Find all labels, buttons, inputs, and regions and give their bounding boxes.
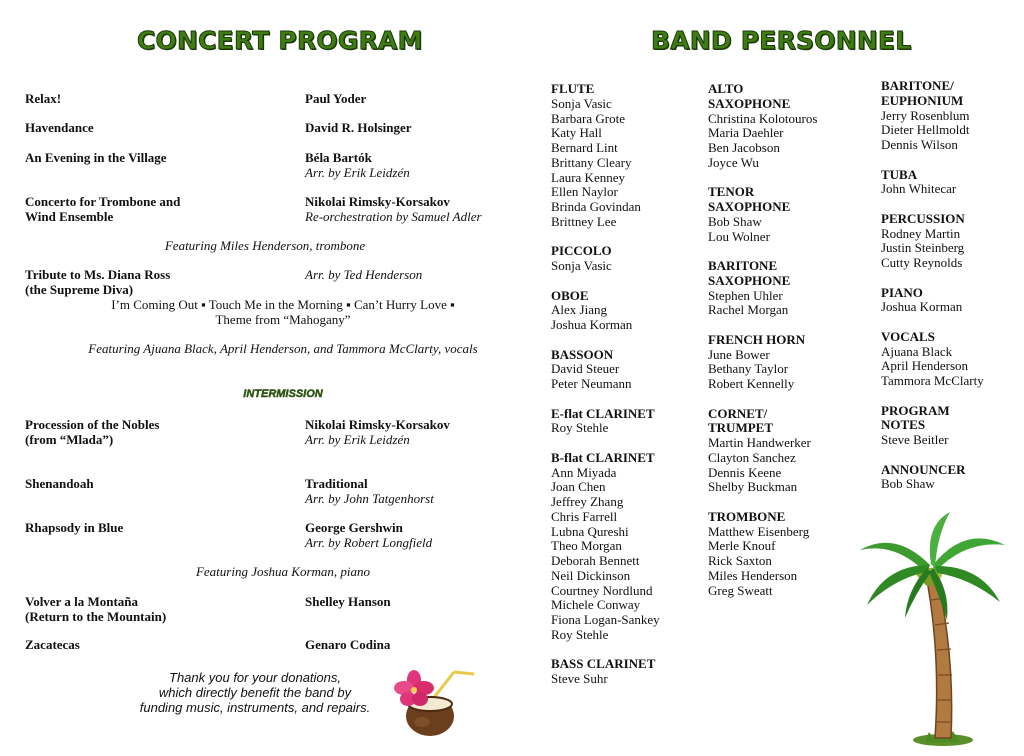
member: Matthew Eisenberg (708, 523, 810, 539)
member: Theo Morgan (551, 538, 622, 554)
member: Lubna Qureshi (551, 523, 629, 539)
program-title: Havendance (25, 120, 94, 135)
section (551, 451, 660, 643)
section-title: CORNET/ (708, 405, 768, 421)
section (551, 244, 660, 274)
featuring-note: Featuring Ajuana Black, April Henderson, and Tammora McClarty, vocals (88, 341, 478, 356)
member: Merle Knouf (708, 538, 776, 554)
section (881, 286, 984, 316)
intermission-label: INTERMISSION (243, 388, 323, 400)
section-title: SAXOPHONE (708, 95, 791, 111)
member: Rachel Morgan (708, 302, 789, 318)
member: Sonja Vasic (551, 95, 612, 111)
member: Chris Farrell (551, 508, 618, 524)
section (708, 259, 817, 318)
section (708, 407, 817, 496)
member: Shelby Buckman (708, 479, 798, 495)
section-title: SAXOPHONE (708, 272, 791, 288)
member: Peter Neumann (551, 376, 632, 391)
member: Michele Conway (551, 597, 641, 613)
personnel-column-1 (551, 82, 660, 702)
section-title: BASSOON (551, 346, 614, 362)
member: Steve Suhr (551, 671, 608, 686)
medley-list: I’m Coming Out ▪ Touch Me in the Morning ▪ Can’t Hurry Love ▪ (111, 297, 455, 312)
section-title: FRENCH HORN (708, 331, 806, 347)
section-title: ANNOUNCER (881, 461, 966, 477)
program-title: Rhapsody in Blue (25, 520, 124, 535)
member: Brittney Lee (551, 213, 617, 229)
member: Lou Wolner (708, 228, 770, 244)
section-title: B-flat CLARINET (551, 449, 655, 465)
member: David Steuer (551, 361, 620, 377)
member: Ann Miyada (551, 464, 617, 480)
section (708, 82, 817, 171)
program-composer: David R. Holsinger (305, 120, 412, 135)
thank-you-note (105, 670, 405, 715)
program-title: Procession of the Nobles (25, 417, 160, 432)
program-composer: Nikolai Rimsky-Korsakov (305, 417, 450, 432)
program-composer: George Gershwin (305, 520, 403, 535)
program-arranger: Arr. by John Tatgenhorst (305, 491, 434, 506)
program-title: Volver a la Montaña (25, 594, 139, 609)
program-composer: Traditional (305, 476, 368, 491)
member: Clayton Sanchez (708, 449, 796, 465)
member: Tammora McClarty (881, 373, 984, 388)
program-title: An Evening in the Village (25, 150, 167, 165)
thank-you-line: Thank you for your donations, (169, 670, 341, 685)
program-title: Concerto for Trombone and (25, 194, 181, 209)
program-title: Tribute to Ms. Diana Ross (25, 267, 171, 282)
member: Ajuana Black (881, 343, 953, 359)
member: Cutty Reynolds (881, 255, 963, 270)
member: Miles Henderson (708, 567, 798, 583)
program-arranger: Arr. by Erik Leidzén (305, 165, 410, 180)
member: Justin Steinberg (881, 240, 965, 256)
section-title: OBOE (551, 287, 589, 303)
personnel-column-3 (881, 79, 984, 507)
section-title: BARITONE (708, 258, 778, 273)
section-title: TRUMPET (708, 420, 773, 436)
section-title: SAXOPHONE (708, 199, 791, 214)
member: Barbara Grote (551, 110, 625, 126)
program-title: (the Supreme Diva) (25, 282, 134, 297)
personnel-column-2 (708, 82, 817, 613)
member: Fiona Logan-Sankey (551, 612, 660, 627)
member: Martin Handwerker (708, 435, 811, 450)
thank-you-line: which directly benefit the band by (158, 685, 352, 700)
section-title: FLUTE (551, 81, 595, 96)
medley-list: Theme from “Mahogany” (215, 312, 351, 327)
member: Roy Stehle (551, 420, 609, 436)
member: Robert Kennelly (708, 376, 795, 391)
section-title: EUPHONIUM (881, 92, 964, 108)
section (551, 407, 660, 437)
section-title: TROMBONE (708, 508, 786, 524)
coconut-drink-icon (392, 668, 482, 738)
program-title: Relax! (25, 91, 62, 106)
section-title: PROGRAM (881, 402, 950, 418)
program-composer: Shelley Hanson (305, 594, 391, 609)
member: Courtney Nordlund (551, 582, 653, 598)
section-title: TUBA (881, 166, 918, 182)
program-title: Zacatecas (25, 637, 80, 652)
section-title: BARITONE/ (881, 78, 954, 93)
member: Stephen Uhler (708, 287, 783, 303)
band-personnel-heading: BAND PERSONNEL (651, 26, 912, 55)
section (881, 168, 984, 198)
section (551, 82, 660, 230)
section-title: PERCUSSION (881, 210, 965, 226)
featuring-note: Featuring Miles Henderson, trombone (164, 238, 366, 253)
member: Deborah Bennett (551, 553, 640, 568)
section-title: NOTES (881, 417, 926, 433)
section (708, 333, 817, 392)
section (881, 330, 984, 389)
member: John Whitecar (881, 181, 957, 197)
member: Brittany Cleary (551, 154, 632, 170)
program-arranger: Re-orchestration by Samuel Adler (305, 209, 482, 224)
member: Dennis Keene (708, 464, 782, 480)
section-title: E-flat CLARINET (551, 405, 655, 421)
section-title: PICCOLO (551, 243, 612, 259)
section (708, 185, 817, 244)
member: Katy Hall (551, 125, 602, 141)
section (551, 348, 660, 392)
palm-tree-icon (855, 510, 1010, 750)
member: Brinda Govindan (551, 199, 641, 214)
section (881, 463, 984, 493)
section (881, 212, 984, 271)
member: Ben Jacobson (708, 140, 780, 155)
program-composer: Béla Bartók (305, 150, 372, 165)
program-composer: Nikolai Rimsky-Korsakov (305, 194, 450, 209)
thank-you-line: funding music, instruments, and repairs. (139, 700, 371, 715)
member: Laura Kenney (551, 169, 625, 185)
program-title: (Return to the Mountain) (25, 609, 167, 624)
member: Greg Sweatt (708, 582, 773, 598)
section-title: VOCALS (881, 328, 935, 344)
section (551, 289, 660, 333)
member: Bob Shaw (708, 213, 762, 229)
member: Rodney Martin (881, 225, 961, 241)
member: Christina Kolotouros (708, 110, 818, 126)
member: Roy Stehle (551, 626, 609, 642)
member: Ellen Naylor (551, 184, 618, 200)
member: Bethany Taylor (708, 361, 789, 377)
section-title: BASS CLARINET (551, 656, 656, 672)
member: Neil Dickinson (551, 567, 631, 583)
program-composer: Genaro Codina (305, 637, 391, 652)
member: Joshua Korman (881, 299, 963, 315)
member: Sonja Vasic (551, 258, 612, 273)
section-title: PIANO (881, 284, 923, 300)
concert-program-heading: CONCERT PROGRAM (137, 26, 423, 55)
member: Steve Beitler (881, 432, 949, 447)
member: Alex Jiang (551, 302, 607, 318)
member: Joan Chen (551, 479, 606, 495)
member: April Henderson (881, 358, 969, 374)
member: Joyce Wu (708, 154, 759, 170)
program-composer: Paul Yoder (305, 91, 367, 106)
member: Dennis Wilson (881, 137, 958, 152)
member: Rick Saxton (708, 553, 772, 568)
member: Bob Shaw (881, 476, 935, 492)
section (881, 404, 984, 448)
member: Bernard Lint (551, 140, 618, 155)
member: Jeffrey Zhang (551, 494, 624, 509)
section-title: TENOR (708, 184, 755, 200)
program-title: (from “Mlada”) (25, 432, 114, 447)
member: Maria Daehler (708, 125, 784, 141)
program-arranger: Arr. by Robert Longfield (305, 535, 433, 550)
section-title: ALTO (708, 81, 744, 96)
program-arranger: Arr. by Erik Leidzén (305, 432, 410, 447)
program-title: Wind Ensemble (25, 209, 114, 224)
member: June Bower (708, 346, 770, 362)
member: Joshua Korman (551, 317, 633, 332)
section (881, 79, 984, 153)
featuring-note: Featuring Joshua Korman, piano (195, 564, 371, 579)
member: Dieter Hellmoldt (881, 122, 970, 138)
member: Jerry Rosenblum (881, 107, 970, 123)
section (708, 510, 817, 599)
section (551, 657, 660, 687)
program-arranger: Arr. by Ted Henderson (305, 267, 423, 282)
program-title: Shenandoah (25, 476, 94, 491)
